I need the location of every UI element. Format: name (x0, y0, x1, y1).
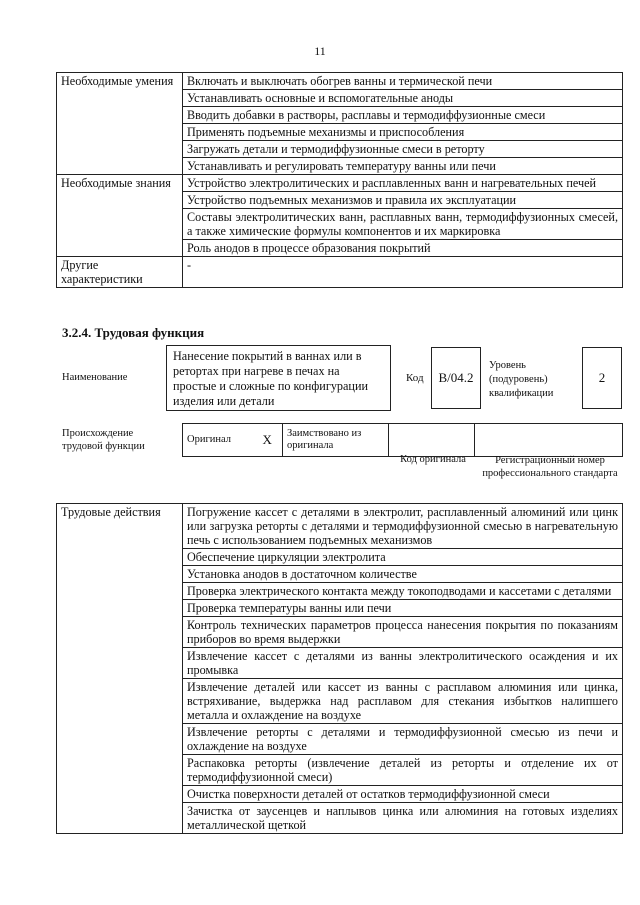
origin-table (182, 423, 623, 457)
other-item: - (183, 257, 623, 288)
action-item: Проверка температуры ванны или печи (183, 600, 623, 617)
skills-knowledge-table (56, 72, 623, 288)
action-item: Очистка поверхности деталей от остатков термодиффузионной смеси (183, 786, 623, 803)
skill-item: Устанавливать основные и вспомогательные аноды (183, 90, 623, 107)
skill-item: Устанавливать и регулировать температуру ванны или печи (183, 158, 623, 175)
action-item: Зачистка от заусенцев и наплывов цинка или алюминия на готовых изделиях металлической щеткой (183, 803, 623, 834)
section-title: 3.2.4. Трудовая функция (62, 325, 205, 340)
level-label: Уровень (подуровень) квалификации (489, 360, 554, 399)
labor-actions-label: Трудовые действия (57, 504, 183, 834)
other-label: Другие характеристики (57, 257, 183, 288)
function-code-box: B/04.2 (431, 347, 481, 409)
action-item: Извлечение реторты с деталями и термодиффузионной смесью из печи и охлаждение на воздухе (183, 724, 623, 755)
action-item: Извлечение деталей или кассет из ванны с расплавом алюминия или цинка, встряхивание, выдержка над расплавом для стекания избытков налипшего металла и охлаждение на воздухе (183, 679, 623, 724)
knowledge-label: Необходимые знания (57, 175, 183, 257)
action-item: Проверка электрического контакта между токоподводами и кассетами с деталями (183, 583, 623, 600)
original-mark: X (253, 424, 283, 457)
skills-label: Необходимые умения (57, 73, 183, 175)
skill-item: Загружать детали и термодиффузионные смеси в реторту (183, 141, 623, 158)
original-label: Оригинал (183, 424, 253, 457)
action-item: Обеспечение циркуляции электролита (183, 549, 623, 566)
action-item: Распаковка реторты (извлечение деталей из реторты и отделение их от термодиффузионной смеси) (183, 755, 623, 786)
knowledge-item: Устройство подъемных механизмов и правила их эксплуатации (183, 192, 623, 209)
knowledge-item: Устройство электролитических и расплавленных ванн и нагревательных печей (183, 175, 623, 192)
skill-item: Вводить добавки в растворы, расплавы и термодиффузионные смеси (183, 107, 623, 124)
qualification-level-box: 2 (582, 347, 622, 409)
borrowed-label: Заимствовано из оригинала (283, 424, 389, 457)
name-label: Наименование (62, 372, 128, 383)
function-name-box: Нанесение покрытий в ваннах или в ретортах при нагреве в печах на простые и сложные по конфигурации изделия или детали (166, 345, 391, 411)
action-item: Погружение кассет с деталями в электролит, расплавленный алюминий или цинк или загрузка реторты с деталями и термодиффузионной смесью в нагревательную печь с использованием подъемных механизмов (183, 504, 623, 549)
knowledge-item: Роль анодов в процессе образования покрытий (183, 240, 623, 257)
action-item: Извлечение кассет с деталями из ванны электролитического осаждения и их промывка (183, 648, 623, 679)
action-item: Установка анодов в достаточном количестве (183, 566, 623, 583)
knowledge-item: Составы электролитических ванн, расплавных ванн, термодиффузионных смесей, а также химические формулы компонентов и их маркировка (183, 209, 623, 240)
origin-label: Происхождение трудовой функции (62, 428, 145, 452)
skill-item: Включать и выключать обогрев ванны и термической печи (183, 73, 623, 90)
original-code-cell (389, 424, 475, 457)
code-label: Код (406, 372, 424, 384)
page-number: 11 (314, 44, 326, 58)
code-original-caption: Код оригинала (400, 454, 466, 465)
action-item: Контроль технических параметров процесса нанесения покрытия по показаниям приборов во время выдержки (183, 617, 623, 648)
reg-number-cell (475, 424, 623, 457)
skill-item: Применять подъемные механизмы и приспособления (183, 124, 623, 141)
reg-number-caption: Регистрационный номер профессионального стандарта (482, 455, 618, 479)
labor-actions-table (56, 503, 623, 834)
